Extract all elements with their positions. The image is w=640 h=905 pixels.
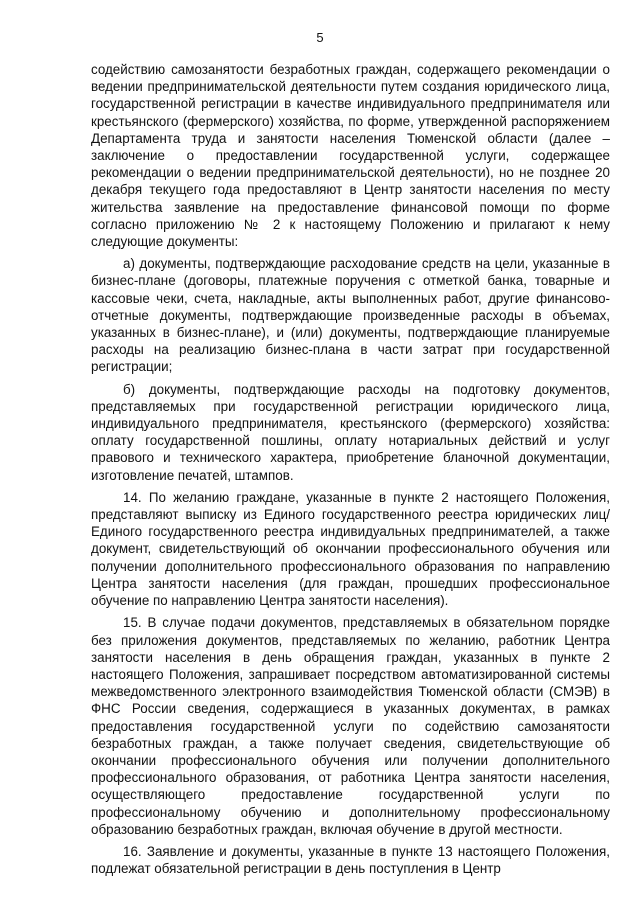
paragraph-15: 15. В случае подачи документов, представляемых в обязательном порядке без приложения документов, представляемых по желанию, работник Центра занятости населения в день обращения граждан, указанных в пункте 2 настоящего Положения, запрашивает посредством автоматизированной системы межведомственного электронного взаимодействия Тюменской области (СМЭВ) в ФНС России сведения, содержащиеся в указанных документах, в рамках предоставления государственной услуги по содействию самозанятости безработных граждан, а также получает сведения, свидетельствующие об окончании профессионального обучения или получении дополнительного профессионального образования, от работника Центра занятости населения, осуществляющего предоставление государственной услуги по профессиональному обучению и дополнительному профессиональному образованию безработных граждан, включая обучение в другой местности. xyxy=(91,615,610,837)
paragraph-13b: б) документы, подтверждающие расходы на подготовку документов, представляемых при государственной регистрации юридического лица, индивидуального предпринимателя, крестьянского (фермерского) хозяйства: оплату государственной пошлины, оплату нотариальных действий и услуг правового и технического характера, приобретение бланочной документации, изготовление печатей, штампов. xyxy=(91,381,610,483)
paragraph-13-continuation: содействию самозанятости безработных граждан, содержащего рекомендации о ведении предпринимательской деятельности путем создания юридического лица, государственной регистрации в качестве индивидуального предпринимателя или крестьянского (фермерского) хозяйства, по форме, утвержденной распоряжением Департамента труда и занятости населения Тюменской области (далее – заключение о предоставлении государственной услуги, содержащее рекомендации о ведении предпринимательской деятельности), но не позднее 20 декабря текущего года предоставляют в Центр занятости населения по месту жительства заявление на предоставление финансовой помощи по форме согласно приложению № 2 к настоящему Положению и прилагают к нему следующие документы: xyxy=(91,62,610,250)
paragraph-14: 14. По желанию граждане, указанные в пункте 2 настоящего Положения, представляют выписку из Единого государственного реестра юридических лиц/ Единого государственного реестра индивидуальных предпринимателей, а также документ, свидетельствующий об окончании профессионального обучения или получении дополнительного профессионального образования по направлению Центра занятости населения (для граждан, прошедших профессиональное обучение по направлению Центра занятости населения). xyxy=(91,489,610,609)
document-body xyxy=(91,61,610,877)
paragraph-13a: а) документы, подтверждающие расходование средств на цели, указанные в бизнес-плане (договоры, платежные поручения с отметкой банка, товарные и кассовые чеки, счета, накладные, акты выполненных работ, другие финансово-отчетные документы, подтверждающие произведенные расходы в объемах, указанных в бизнес-плане), и (или) документы, подтверждающие планируемые расходы на реализацию бизнес-плана в части затрат при государственной регистрации; xyxy=(91,256,610,375)
page-number: 5 xyxy=(316,30,324,45)
paragraph-16: 16. Заявление и документы, указанные в пункте 13 настоящего Положения, подлежат обязательной регистрации в день поступления в Центр xyxy=(91,843,610,877)
